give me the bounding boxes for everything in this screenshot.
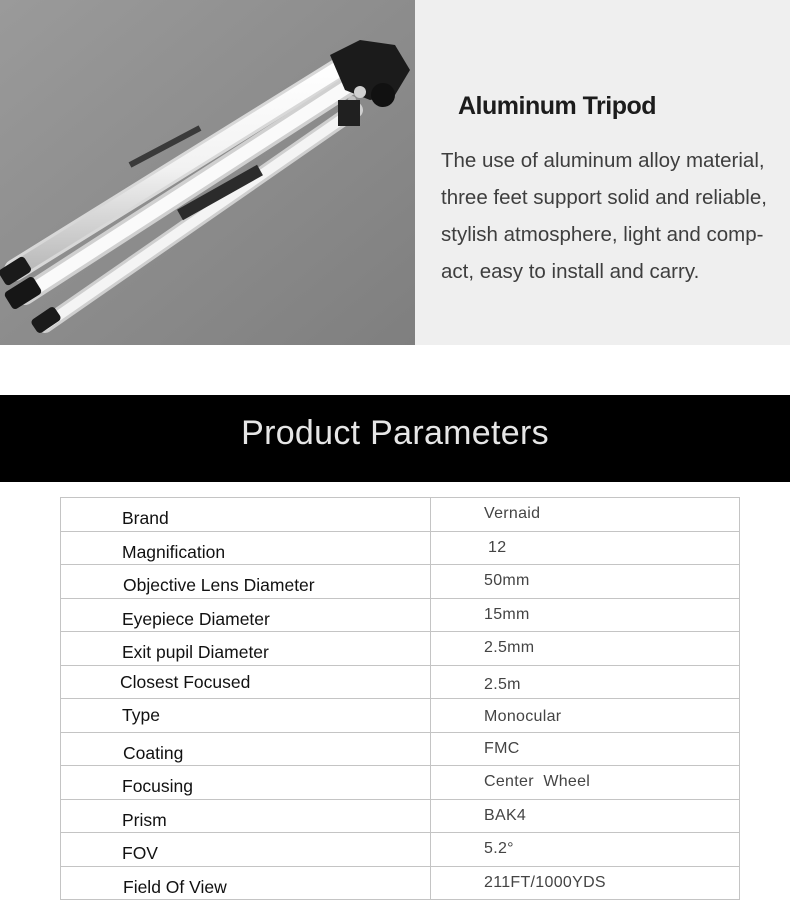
param-value: Center Wheel bbox=[484, 773, 591, 790]
table-row bbox=[60, 565, 740, 599]
param-value: 211FT/1000YDS bbox=[484, 873, 606, 891]
param-value: BAK4 bbox=[484, 806, 527, 824]
param-label: Prism bbox=[122, 809, 167, 830]
tripod-photo bbox=[0, 0, 415, 345]
param-label: Field Of View bbox=[123, 876, 227, 897]
column-divider bbox=[430, 565, 431, 598]
column-divider bbox=[430, 599, 431, 632]
table-row bbox=[60, 800, 740, 834]
column-divider bbox=[430, 800, 431, 833]
table-row bbox=[60, 766, 740, 800]
param-label: FOV bbox=[122, 843, 158, 863]
param-label: Coating bbox=[123, 742, 184, 763]
column-divider bbox=[430, 733, 431, 766]
table-row bbox=[60, 833, 740, 867]
column-divider bbox=[430, 532, 431, 565]
param-value: 50mm bbox=[484, 572, 530, 589]
param-value: 5.2° bbox=[484, 840, 514, 857]
param-label: Focusing bbox=[122, 776, 194, 796]
param-value: 12 bbox=[488, 538, 507, 556]
feature-title: Aluminum Tripod bbox=[458, 92, 657, 120]
param-label: Exit pupil Diameter bbox=[122, 642, 269, 662]
param-value: 15mm bbox=[484, 605, 530, 623]
feature-description-line: act, easy to install and carry. bbox=[441, 260, 700, 283]
product-parameters-banner bbox=[0, 395, 790, 482]
param-value: Monocular bbox=[484, 708, 562, 725]
param-label: Brand bbox=[122, 508, 169, 528]
column-divider bbox=[430, 867, 431, 900]
param-label: Closest Focused bbox=[120, 671, 251, 692]
column-divider bbox=[430, 699, 431, 732]
table-row bbox=[60, 632, 740, 666]
param-value: FMC bbox=[484, 739, 520, 757]
column-divider bbox=[430, 833, 431, 866]
feature-description-line: stylish atmosphere, light and comp- bbox=[441, 223, 764, 246]
param-value: 2.5m bbox=[484, 675, 521, 693]
column-divider bbox=[430, 666, 431, 699]
table-row bbox=[60, 867, 740, 900]
column-divider bbox=[430, 766, 431, 799]
feature-description-line: The use of aluminum alloy material, bbox=[441, 149, 765, 172]
section-title: Product Parameters bbox=[241, 414, 549, 452]
column-divider bbox=[430, 632, 431, 665]
param-value: Vernaid bbox=[484, 505, 541, 522]
param-label: Type bbox=[122, 705, 160, 725]
table-row bbox=[60, 733, 740, 767]
column-divider bbox=[430, 498, 431, 531]
param-label: Magnification bbox=[122, 541, 226, 562]
table-row bbox=[60, 699, 740, 733]
parameters-table bbox=[60, 497, 740, 900]
tripod-feature-section bbox=[0, 0, 790, 345]
feature-description bbox=[441, 142, 786, 290]
table-row bbox=[60, 666, 740, 700]
param-label: Eyepiece Diameter bbox=[122, 608, 270, 629]
param-label: Objective Lens Diameter bbox=[123, 575, 315, 595]
feature-description-line: three feet support solid and reliable, bbox=[441, 186, 767, 209]
table-row bbox=[60, 532, 740, 566]
table-row bbox=[60, 498, 740, 532]
param-value: 2.5mm bbox=[484, 639, 535, 656]
table-row bbox=[60, 599, 740, 633]
